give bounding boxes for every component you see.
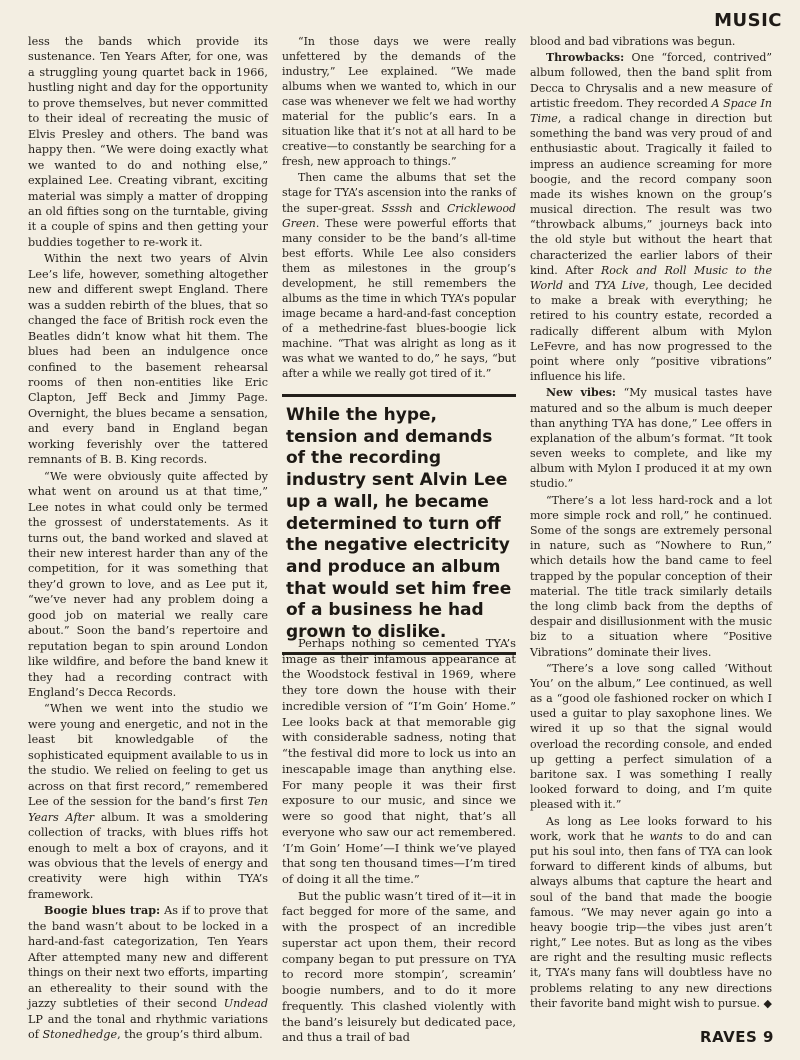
paragraph: blood and bad vibrations was begun. (530, 35, 736, 48)
paragraph: But the public wasn’t tired of it—it in fact begged for more of the same, and with the prospect of an incredible superstar act upon them, their record company began to put pressure on TYA to record more stompin’, screamin’ boogie numbers, and to do it more frequently. This clashed violently with the band’s leisurely but dedicated pace, and thus a trail of bad (282, 888, 516, 1045)
article-column-2-bottom (282, 636, 516, 1046)
article-column-3 (530, 34, 772, 1011)
paragraph: Boogie blues trap: As if to prove that the band wasn’t about to be locked in a hard-and-fast categorization, Ten Years After attempted many new and different things on their next two efforts, imparting an ethereality to their sound with the jazzy subtleties of their second Undead LP and the tonal and rhythmic variations of Stonedhedge, the group’s third album. (28, 903, 269, 1041)
paragraph: “When we went into the studio we were young and energetic, and not in the least bit knowledgable of the sophisticated equipment available to us in the studio. We relied on feeling to get us across on that first record,” remembered Lee of the session for the band’s first Ten Years After album. It was a smoldering collection of tracks, with blues riffs hot enough to melt a box of crayons, and it was obvious that the levels of energy and creativity were high within TYA’s framework. (28, 702, 269, 901)
paragraph: As long as Lee looks forward to his work, work that he wants to do and can put his soul into, then fans of TYA can look forward to different kinds of albums, but always albums that capture the heart and soul of the band that made the boogie famous. “We may never again go into a heavy boogie trip—the vibes just aren’t right,” Lee notes. But as long as the vibes are right and the resulting music reflects it, TYA’s many fans will doubtless have no problems relating to any new directions their favorite band might wish to pursue. ◆ (530, 814, 773, 1010)
article-column-1 (28, 34, 268, 1042)
paragraph: Throwbacks: One “forced, contrived” album followed, then the band split from Decca to Chrysalis and a new measure of artistic freedom. They recorded A Space In Time, a radical change in direction but something the band was very proud of and enthusiastic about. Tragically it failed to impress an audience screaming for more boogie, and the record company soon made its wishes known on the group’s musical direction. The result was two “throwback albums,” journeys back into the old style but without the heart that characterized the earlier labors of their kind. After Rock and Roll Music to the World and TYA Live, though, Lee decided to make a break with everything; he retired to his country estate, recorded a radically different album with Mylon LeFevre, and has now progressed to the point where only “positive vibrations” influence his life. (530, 51, 773, 384)
paragraph: “We were obviously quite affected by what went on around us at that time,” Lee notes in what could only be termed the grossest of understatements. As it turns out, the band worked and slaved at their new interest harder than any of the competition, for it was something that they’d grown to love, and as Lee put it, “we’ve never had any problem doing a good job on material we really care about.” Soon the band’s repertoire and reputation began to spin around London like wildfire, and before the band knew it they had a recording contract with England’s Decca Records. (28, 469, 268, 700)
paragraph: Within the next two years of Alvin Lee’s life, however, something altogether new and different swept England. There was a sudden rebirth of the blues, that so changed the face of British rock even the Beatles didn’t know what hit them. The blues had been an indulgence once confined to the basement rehearsal rooms of then non-entities like Eric Clapton, Jeff Beck and Jimmy Page. Overnight, the blues became a sensation, and every band in England began working feverishly over the tattered remnants of B. B. King records. (28, 252, 268, 467)
paragraph: New vibes: “My musical tastes have matured and so the album is much deeper than anything TYA has done,” Lee offers in explanation of the album’s format. “It took seven weeks to complete, and like my album with Mylon I produced it at my own studio.” (530, 386, 772, 491)
subhead-new-vibes: New vibes: (546, 386, 616, 400)
pull-quote: While the hype, tension and demands of the recording industry sent Alvin Lee up a wall, he became determined to turn off the negative electricity and produce an album that would set him free of a business he had grown to dislike. (282, 394, 516, 655)
page-footer: RAVES 9 (700, 1028, 774, 1046)
paragraph: Perhaps nothing so cemented TYA’s image as their infamous appearance at the Woodstock festival in 1969, where they tore down the house with their incredible version of “I’m Goin’ Home.” Lee looks back at that memorable gig with considerable sadness, noting that “the festival did more to lock us into an inescapable image than anything else. For many people it was their first exposure to our music, and since we were so good that night, that’s all everyone who saw our act remembered. ‘I’m Goin’ Home’—I think we’ve played that song ten thousand times—I’m tired of doing it all the time.” (282, 636, 516, 887)
paragraph: less the bands which provide its sustenance. Ten Years After, for one, was a struggling young quartet back in 1966, hustling night and day for the opportunity to prove themselves, but never committed to their ideal of recreating the music of Elvis Presley and others. The band was happy then. “We were doing exactly what we wanted to do and nothing else,” explained Lee. Creating vibrant, exciting material was simply a matter of dropping an old fifties song on the turntable, giving it a couple of spins and then getting your buddies together to re-work it. (28, 35, 268, 249)
article-column-2-top (282, 34, 516, 381)
paragraph: “In those days we were really unfettered by the demands of the industry,” Lee explained. “We made albums when we wanted to, which in our case was whenever we felt we had worthy material for the public’s ears. In a situation like that it’s not at all hard to be creative—to constantly be searching for a fresh, new approach to things.” (282, 35, 516, 169)
section-label: MUSIC (714, 10, 782, 31)
paragraph: Then came the albums that set the stage for TYA’s ascension into the ranks of the super-great. Ssssh and Cricklewood Green. These were powerful efforts that many consider to be the band’s all-time best efforts. While Lee also considers them as milestones in the group’s development, he still remembers the albums as the time in which TYA’s popular image became a hard-and-fast conception of a methedrine-fast blues-boogie lick machine. “That was alright as long as it was what we wanted to do,” he says, “but after a while we really got tired of it.” (282, 171, 516, 381)
subhead-throwbacks: Throwbacks: (546, 51, 625, 65)
subhead-boogie-blues-trap: Boogie blues trap: (44, 903, 161, 918)
paragraph: “There’s a lot less hard-rock and a lot more simple rock and roll,” he continued. Some of the songs are extremely personal in nature, such as “Nowhere to Run,” which details how the band came to feel trapped by the popular conception of their material. The title track similarly details the long climb back from the depths of despair and disillusionment with the music biz to a situation where “Positive Vibrations” dominate their lives. (530, 493, 772, 659)
paragraph: “There’s a love song called ‘Without You’ on the album,” Lee continued, as well as a “good ole fashioned rocker on which I used a guitar to play saxophone lines. We wired it up so that the signal would overload the recording console, and ended up getting a perfect simulation of a baritone sax. I was something I really looked forward to doing, and I’m quite pleased with it.” (530, 661, 772, 812)
